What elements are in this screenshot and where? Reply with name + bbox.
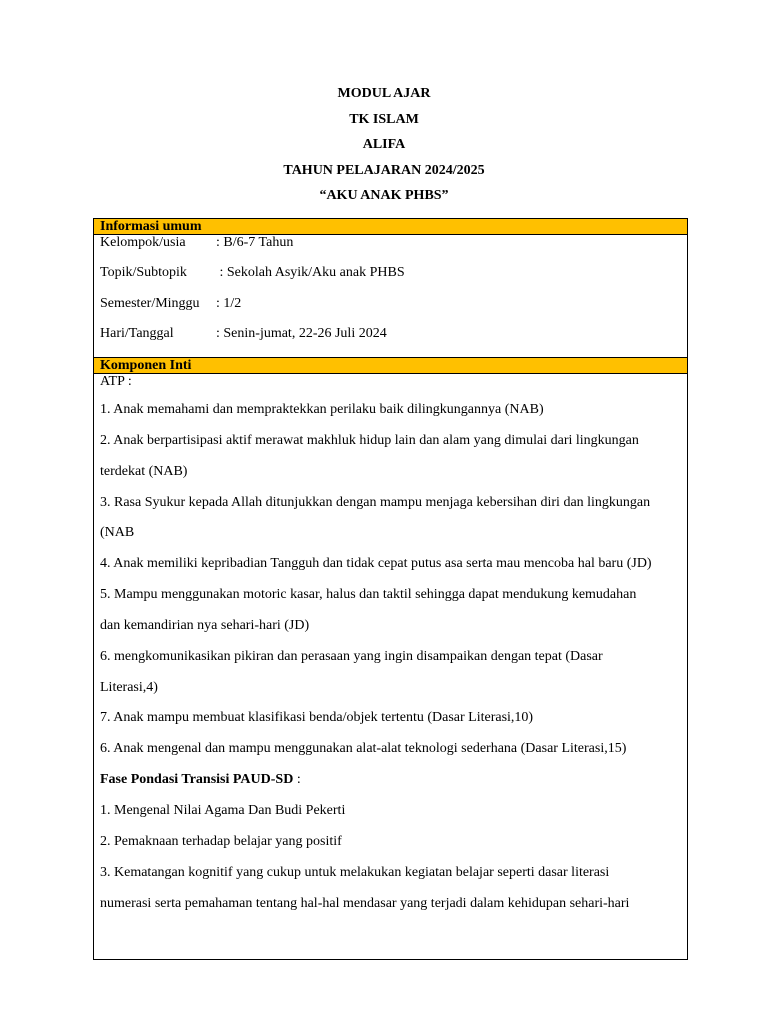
title-theme: “AKU ANAK PHBS” [319, 188, 449, 204]
title-school: TK ISLAM [349, 111, 419, 127]
info-row-kelompok [100, 235, 687, 265]
info-row-hari-tanggal [100, 326, 687, 357]
info-label: Semester/Minggu [100, 295, 200, 311]
info-row-topik [100, 265, 687, 296]
fase-line: 2. Pemaknaan terhadap belajar yang positif [100, 833, 342, 849]
info-value: : Sekolah Asyik/Aku anak PHBS [216, 265, 405, 280]
atp-line: 6. mengkomunikasikan pikiran dan perasaan yang ingin disampaikan dengan tepat (Dasar [100, 648, 603, 664]
module-table [93, 218, 688, 960]
atp-line: 4. Anak memiliki kepribadian Tangguh dan tidak cepat putus asa serta mau mencoba hal baru (JD) [100, 556, 652, 572]
document-title-block [0, 85, 768, 213]
title-modul-ajar: MODUL AJAR [337, 86, 431, 101]
atp-line: dan kemandirian nya sehari-hari (JD) [100, 617, 310, 633]
info-label: Kelompok/usia [100, 235, 186, 250]
title-academic-year: TAHUN PELAJARAN 2024/2025 [283, 162, 485, 178]
informasi-umum-body [94, 235, 687, 357]
atp-line: 1. Anak memahami dan mempraktekkan perilaku baik dilingkungannya (NAB) [100, 402, 544, 417]
fase-line: 1. Mengenal Nilai Agama Dan Budi Pekerti [100, 802, 346, 818]
info-label: Hari/Tanggal [100, 326, 174, 342]
komponen-inti-body [94, 374, 687, 926]
fase-title: Fase Pondasi Transisi PAUD-SD [100, 772, 294, 788]
title-school-name: ALIFA [362, 137, 406, 153]
atp-line: Literasi,4) [100, 679, 158, 695]
fase-line: numerasi serta pemahaman tentang hal-hal mendasar yang terjadi dalam kehidupan sehari-hari [100, 895, 630, 911]
info-label: Topik/Subtopik [100, 265, 187, 280]
fase-line: 3. Kematangan kognitif yang cukup untuk melakukan kegiatan belajar seperti dasar literasi [100, 864, 610, 880]
info-value: : Senin-jumat, 22-26 Juli 2024 [216, 326, 387, 342]
fase-heading [100, 772, 681, 803]
atp-line: (NAB [100, 525, 135, 541]
atp-line: 6. Anak mengenal dan mampu menggunakan alat-alat teknologi sederhana (Dasar Literasi,15) [100, 741, 627, 757]
atp-line: terdekat (NAB) [100, 463, 188, 479]
atp-line: 5. Mampu menggunakan motoric kasar, halus dan taktil sehingga dapat mendukung kemudahan [100, 587, 637, 603]
info-value: : B/6-7 Tahun [216, 235, 294, 250]
atp-line: 3. Rasa Syukur kepada Allah ditunjukkan dengan mampu menjaga kebersihan diri dan lingkungan [100, 494, 651, 510]
atp-line: 2. Anak berpartisipasi aktif merawat makhluk hidup lain dan alam yang dimulai dari lingkungan [100, 432, 639, 448]
info-row-semester [100, 296, 687, 327]
atp-label: ATP : [100, 374, 132, 389]
fase-suffix: : [293, 772, 301, 788]
atp-line: 7. Anak mampu membuat klasifikasi benda/objek tertentu (Dasar Literasi,10) [100, 710, 534, 726]
section-header-komponen-inti: Komponen Inti [94, 357, 687, 374]
section-header-informasi-umum: Informasi umum [94, 219, 687, 235]
info-value: : 1/2 [216, 295, 242, 311]
